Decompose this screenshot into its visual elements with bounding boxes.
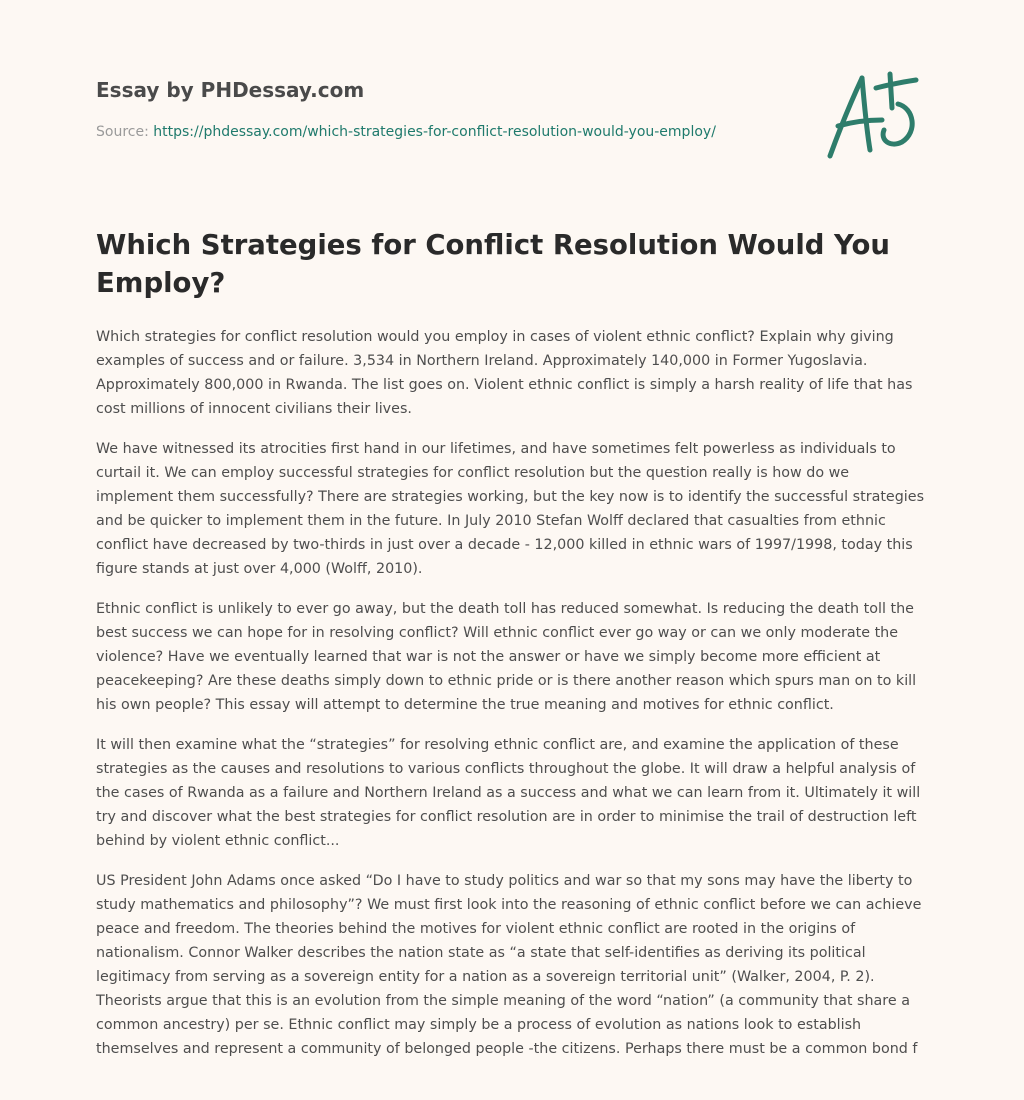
essay-paragraph: We have witnessed its atrocities first hand in our lifetimes, and have sometimes felt powerless as individuals to curtail it. We can employ successful strategies for conflict resolution but the question really is how do we implement them successfully? There are strategies working, but the key now is to identify the successful strategies and be quicker to implement them in the future. In July 2010 Stefan Wolff declared that casualties from ethnic conflict have decreased by two-thirds in just over a decade - 12,000 killed in ethnic wars of 1997/1998, today this figure stands at just over 4,000 (Wolff, 2010).: [96, 441, 925, 577]
essay-paragraph: US President John Adams once asked “Do I have to study politics and war so that my sons may have the liberty to study mathematics and philosophy”? We must first look into the reasoning of ethnic conflict before we can achieve peace and freedom. The theories behind the motives for violent ethnic conflict are rooted in the origins of nationalism. Connor Walker describes the nation state as “a state that self-identifies as deriving its political legitimacy from serving as a sovereign entity for a nation as a sovereign territorial unit” (Walker, 2004, P. 2). Theorists argue that this is an evolution from the simple meaning of the word “nation” (a community that share a common ancestry) per se. Ethnic conflict may simply be a process of evolution as nations look to establish themselves and represent a community of belonged people -the citizens. Perhaps there must be a common bond f: [96, 873, 922, 1057]
source-line: [96, 122, 716, 142]
essay-title: Which Strategies for Conflict Resolution Would You Employ?: [96, 229, 890, 299]
essay-paragraph: It will then examine what the “strategies” for resolving ethnic conflict are, and examine the application of these strategies as the causes and resolutions to various conflicts throughout the globe. It will draw a helpful analysis of the cases of Rwanda as a failure and Northern Ireland as a success and what we can learn from it. Ultimately it will try and discover what the best strategies for conflict resolution are in order to minimise the trail of destruction left behind by violent ethnic conflict...: [96, 737, 921, 849]
source-label: Source:: [96, 124, 154, 140]
essay-paragraph: Which strategies for conflict resolution would you employ in cases of violent ethnic conflict? Explain why giving examples of success and or failure. 3,534 in Northern Ireland. Approximately 140,000 in Former Yugoslavia. Approximately 800,000 in Rwanda. The list goes on. Violent ethnic conflict is simply a harsh reality of life that has cost millions of innocent civilians their lives.: [96, 329, 913, 417]
essay-body: [96, 325, 928, 1077]
essay-header: [96, 76, 928, 176]
a-plus-logo-icon: [824, 68, 928, 164]
brand-title: Essay by PHDessay.com: [96, 78, 365, 102]
essay-paragraph: Ethnic conflict is unlikely to ever go away, but the death toll has reduced somewhat. Is reducing the death toll the best success we can hope for in resolving conflict? Will ethnic conflict ever go way or can we only moderate the violence? Have we eventually learned that war is not the answer or have we simply become more efficient at peacekeeping? Are these deaths simply down to ethnic pride or is there another reason which spurs man on to kill his own people? This essay will attempt to determine the true meaning and motives for ethnic conflict.: [96, 601, 917, 713]
essay-page: [96, 0, 928, 1100]
source-link[interactable]: https://phdessay.com/which-strategies-for-conflict-resolution-would-you-employ/: [153, 124, 716, 140]
